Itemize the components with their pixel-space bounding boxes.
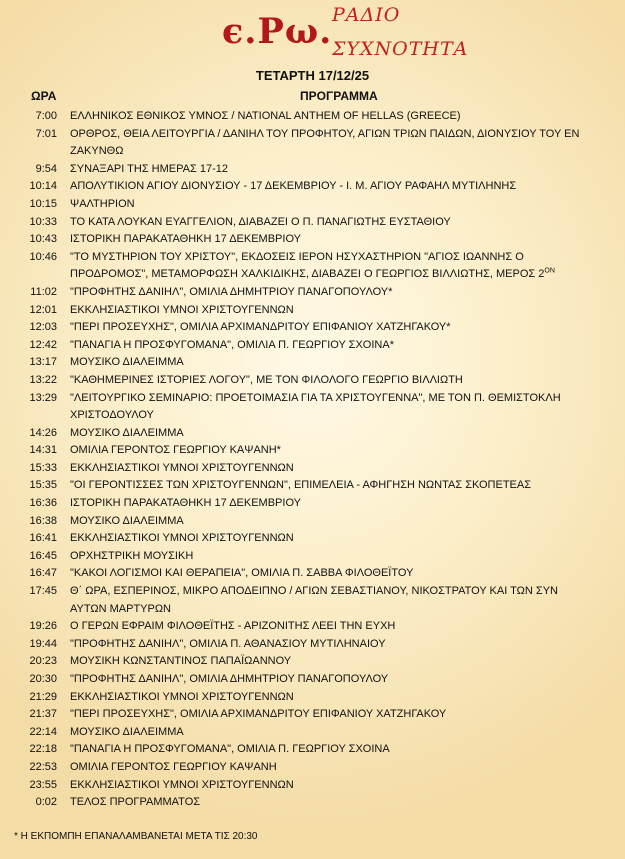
schedule-program-text: ΜΟΥΣΙΚΟ ΔΙΑΛΕΙΜΜΑ: [70, 356, 184, 369]
schedule-row: [0, 513, 625, 531]
schedule-program-text: ΟΜΙΛΙΑ ΓΕΡΟΝΤΟΣ ΓΕΩΡΓΙΟΥ ΚΑΨΑΝΗ: [70, 760, 277, 773]
schedule-program-text: ΕΚΚΛΗΣΙΑΣΤΙΚΟΙ ΥΜΝΟΙ ΧΡΙΣΤΟΥΓΕΝΝΩΝ: [70, 303, 294, 316]
schedule-time: 7:00: [35, 110, 57, 122]
schedule-row: [0, 759, 625, 777]
schedule-time: 15:33: [29, 461, 57, 474]
schedule-row: [0, 354, 625, 372]
schedule-row: [0, 636, 625, 654]
schedule-list: [0, 108, 625, 812]
schedule-program: [70, 759, 588, 777]
schedule-program: [70, 583, 588, 618]
station-logo: [222, 4, 469, 66]
schedule-program-text: ΜΟΥΣΙΚΗ ΚΩΝΣΤΑΝΤΙΝΟΣ ΠΑΠΑΪΩΑΝΝΟΥ: [70, 655, 292, 668]
schedule-row: [0, 249, 625, 284]
schedule-time: 10:14: [29, 180, 57, 193]
schedule-program-text: ΕΚΚΛΗΣΙΑΣΤΙΚΟΙ ΥΜΝΟΙ ΧΡΙΣΤΟΥΓΕΝΝΩΝ: [70, 778, 294, 791]
schedule-row: [0, 161, 625, 179]
schedule-program: [70, 178, 588, 196]
logo-radio-text: ΡΑΔΙΟ: [332, 4, 401, 26]
schedule-row: [0, 653, 625, 671]
schedule-program: [70, 706, 588, 724]
schedule-program: [70, 354, 588, 372]
schedule-program: [70, 636, 588, 654]
schedule-row: [0, 583, 625, 618]
schedule-program: [70, 319, 588, 337]
schedule-row: [0, 302, 625, 320]
schedule-row: [0, 108, 625, 126]
schedule-time: 0:02: [35, 796, 57, 809]
schedule-row: [0, 530, 625, 548]
schedule-row: [0, 671, 625, 689]
schedule-program: [70, 530, 588, 548]
schedule-row: [0, 618, 625, 636]
schedule-time: 16:45: [29, 549, 57, 562]
schedule-program: [70, 477, 588, 495]
schedule-program-text: "ΠΕΡΙ ΠΡΟΣΕΥΧΗΣ", ΟΜΙΛΙΑ ΑΡΧΙΜΑΝΔΡΙΤΟΥ ΕΠΙΦΑΝΙΟΥ ΧΑΤΖΗΓΑΚΟΥ: [70, 708, 447, 721]
schedule-program-text: ΨΑΛΤΗΡΙΟΝ: [70, 197, 135, 210]
time-column-header: ΩΡΑ: [31, 89, 57, 103]
schedule-row: [0, 319, 625, 337]
schedule-time: 19:44: [29, 637, 57, 650]
schedule-row: [0, 706, 625, 724]
schedule-row: [0, 425, 625, 443]
schedule-time: 16:36: [29, 497, 57, 510]
schedule-program-text: Ο ΓΕΡΩΝ ΕΦΡΑΙΜ ΦΙΛΟΘΕΪΤΗΣ - ΑΡΙΖΟΝΙΤΗΣ ΛΕΕΙ ΤΗΝ ΕΥΧΗ: [70, 620, 396, 633]
schedule-program-text: ΜΟΥΣΙΚΟ ΔΙΑΛΕΙΜΜΑ: [70, 426, 184, 439]
schedule-time: 22:14: [29, 725, 57, 738]
schedule-program-text: ΕΚΚΛΗΣΙΑΣΤΙΚΟΙ ΥΜΝΟΙ ΧΡΙΣΤΟΥΓΕΝΝΩΝ: [70, 461, 294, 474]
schedule-program-text: "ΠΑΝΑΓΙΑ Η ΠΡΟΣΦΥΓΟΜΑΝΑ", ΟΜΙΛΙΑ Π. ΓΕΩΡΓΙΟΥ ΣΧΟΙΝΑ*: [70, 338, 394, 351]
schedule-time: 12:01: [29, 303, 57, 316]
program-column-header: ΠΡΟΓΡΑΜΜΑ: [300, 89, 378, 103]
schedule-row: [0, 196, 625, 214]
schedule-program-text: "ΟΙ ΓΕΡΟΝΤΙΣΣΕΣ ΤΩΝ ΧΡΙΣΤΟΥΓΕΝΝΩΝ", ΕΠΙΜΕΛΕΙΑ - ΑΦΗΓΗΣΗ ΝΩΝΤΑΣ ΣΚΟΠΕΤΕΑΣ: [70, 479, 532, 492]
schedule-time: 13:29: [29, 391, 57, 404]
schedule-program-text: ΑΠΟΛΥΤΙΚΙΟΝ ΑΓΙΟΥ ΔΙΟΝΥΣΙΟΥ - 17 ΔΕΚΕΜΒΡΙΟΥ - Ι. Μ. ΑΓΙΟΥ ΡΑΦΑΗΛ ΜΥΤΙΛΗΝΗΣ: [70, 180, 517, 193]
schedule-program-text: ΕΛΛΗΝΙΚΟΣ ΕΘΝΙΚΟΣ ΥΜΝΟΣ / NATIONAL ANTHEM OF HELLAS (GREECE): [70, 110, 461, 122]
schedule-time: 21:37: [29, 708, 57, 721]
schedule-program: [70, 196, 588, 214]
schedule-time: 16:41: [29, 532, 57, 545]
schedule-row: [0, 442, 625, 460]
schedule-time: 12:42: [29, 338, 57, 351]
schedule-program: [70, 653, 588, 671]
schedule-program-text: "ΠΡΟΦΗΤΗΣ ΔΑΝΙΗΛ", ΟΜΙΛΙΑ ΔΗΜΗΤΡΙΟΥ ΠΑΝΑΓΟΠΟΥΛΟΥ: [70, 673, 389, 685]
schedule-time: 22:53: [29, 760, 57, 773]
schedule-program-text: ΟΡΧΗΣΤΡΙΚΗ ΜΟΥΣΙΚΗ: [70, 549, 194, 562]
schedule-row: [0, 231, 625, 249]
schedule-program-text: "ΚΑΘΗΜΕΡΙΝΕΣ ΙΣΤΟΡΙΕΣ ΛΟΓΟΥ", ΜΕ ΤΟΝ ΦΙΛΟΛΟΓΟ ΓΕΩΡΓΙΟ ΒΙΛΛΙΩΤΗ: [70, 373, 463, 386]
schedule-row: [0, 495, 625, 513]
schedule-program: [70, 548, 588, 566]
schedule-program: [70, 495, 588, 513]
schedule-row: [0, 794, 625, 812]
schedule-program-text: ΟΡΘΡΟΣ, ΘΕΙΑ ΛΕΙΤΟΥΡΓΙΑ / ΔΑΝΙΗΛ ΤΟΥ ΠΡΟΦΗΤΟΥ, ΑΓΙΩΝ ΤΡΙΩΝ ΠΑΙΔΩΝ, ΔΙΟΝΥΣΙΟΥ ΤΟΥ ΕΝ ΖΑΚΥΝΘΩ: [70, 127, 580, 158]
schedule-time: 10:33: [29, 215, 57, 228]
schedule-time: 17:45: [29, 585, 57, 598]
schedule-row: [0, 724, 625, 742]
schedule-row: [0, 178, 625, 196]
schedule-program: [70, 724, 588, 742]
schedule-program-text: ΤΟ ΚΑΤΑ ΛΟΥΚΑΝ ΕΥΑΓΓΕΛΙΟΝ, ΔΙΑΒΑΖΕΙ Ο Π. ΠΑΝΑΓΙΩΤΗΣ ΕΥΣΤΑΘΙΟΥ: [70, 215, 451, 228]
schedule-program-text: Θ΄ ΩΡΑ, ΕΣΠΕΡΙΝΟΣ, ΜΙΚΡΟ ΑΠΟΔΕΙΠΝΟ / ΑΓΙΩΝ ΣΕΒΑΣΤΙΑΝΟΥ, ΝΙΚΟΣΤΡΑΤΟΥ ΚΑΙ ΤΩΝ ΣΥΝ ΑΥΤΩΝ ΜΑΡΤΥΡΩΝ: [70, 585, 558, 615]
schedule-row: [0, 548, 625, 566]
schedule-time: 7:01: [35, 127, 57, 140]
footnote: * Η ΕΚΠΟΜΠΗ ΕΠΑΝΑΛΑΜΒΑΝΕΤΑΙ ΜΕΤΑ ΤΙΣ 20:30: [14, 831, 258, 842]
schedule-program: [70, 108, 588, 126]
schedule-program: [70, 689, 588, 707]
schedule-program-text: "ΚΑΚΟΙ ΛΟΓΙΣΜΟΙ ΚΑΙ ΘΕΡΑΠΕΙΑ", ΟΜΙΛΙΑ Π. ΣΑΒΒΑ ΦΙΛΟΘΕΪΤΟΥ: [70, 567, 414, 580]
schedule-program-text: "ΤΟ ΜΥΣΤΗΡΙΟΝ ΤΟΥ ΧΡΙΣΤΟΥ", ΕΚΔΟΣΕΙΣ ΙΕΡΟΝ ΗΣΥΧΑΣΤΗΡΙΟΝ "ΑΓΙΟΣ ΙΩΑΝΝΗΣ Ο ΠΡΟΔΡΟΜΟΣ", ΜΕΤΑΜΟΡΦΩΣΗ ΧΑΛΚΙΔΙΚΗΣ, ΔΙΑΒΑΖΕΙ Ο ΓΕΩΡΓΙΟΣ ΒΙΛΛΙΩΤΗΣ, ΜΕΡΟΣ 2: [70, 250, 545, 281]
logo-frequency-text: ΣΥΧΝΟΤΗΤΑ: [332, 38, 469, 60]
schedule-program: [70, 249, 588, 284]
schedule-row: [0, 689, 625, 707]
schedule-program: [70, 284, 588, 302]
schedule-program: [70, 302, 588, 320]
schedule-time: 13:22: [29, 373, 57, 386]
schedule-program-text: ΤΕΛΟΣ ΠΡΟΓΡΑΜΜΑΤΟΣ: [70, 796, 201, 809]
schedule-time: 10:46: [29, 250, 57, 263]
schedule-program: [70, 671, 588, 689]
schedule-row: [0, 284, 625, 302]
schedule-time: 20:23: [29, 655, 57, 668]
schedule-time: 22:18: [29, 743, 57, 756]
schedule-program-text: ΟΜΙΛΙΑ ΓΕΡΟΝΤΟΣ ΓΕΩΡΓΙΟΥ ΚΑΨΑΝΗ*: [70, 444, 281, 457]
schedule-time: 15:35: [29, 479, 57, 492]
schedule-program-text: ΕΚΚΛΗΣΙΑΣΤΙΚΟΙ ΥΜΝΟΙ ΧΡΙΣΤΟΥΓΕΝΝΩΝ: [70, 532, 294, 545]
schedule-time: 14:31: [29, 444, 57, 457]
schedule-program: [70, 460, 588, 478]
schedule-program-text: ΜΟΥΣΙΚΟ ΔΙΑΛΕΙΜΜΑ: [70, 514, 184, 527]
schedule-time: 14:26: [29, 426, 57, 439]
schedule-program: [70, 231, 588, 249]
schedule-time: 19:26: [29, 620, 57, 633]
schedule-time: 10:43: [29, 233, 57, 246]
schedule-time: 16:47: [29, 567, 57, 580]
schedule-program: [70, 618, 588, 636]
schedule-program-text: ΙΣΤΟΡΙΚΗ ΠΑΡΑΚΑΤΑΘΗΚΗ 17 ΔΕΚΕΜΒΡΙΟΥ: [70, 233, 301, 246]
schedule-program: [70, 390, 588, 425]
schedule-program-superscript: ΟΝ: [544, 267, 555, 275]
schedule-row: [0, 460, 625, 478]
schedule-row: [0, 337, 625, 355]
schedule-program: [70, 794, 588, 812]
schedule-program: [70, 565, 588, 583]
schedule-time: 10:15: [29, 197, 57, 210]
schedule-program: [70, 425, 588, 443]
schedule-program-text: "ΠΕΡΙ ΠΡΟΣΕΥΧΗΣ", ΟΜΙΛΙΑ ΑΡΧΙΜΑΝΔΡΙΤΟΥ ΕΠΙΦΑΝΙΟΥ ΧΑΤΖΗΓΑΚΟΥ*: [70, 321, 451, 334]
schedule-row: [0, 390, 625, 425]
schedule-row: [0, 777, 625, 795]
schedule-date: ΤΕΤΑΡΤΗ 17/12/25: [255, 68, 370, 83]
schedule-row: [0, 565, 625, 583]
schedule-time: 20:30: [29, 673, 57, 685]
logo-main-text: ϵ.Ρω.: [222, 11, 333, 52]
schedule-program-text: ΜΟΥΣΙΚΟ ΔΙΑΛΕΙΜΜΑ: [70, 725, 184, 738]
schedule-program-text: ΕΚΚΛΗΣΙΑΣΤΙΚΟΙ ΥΜΝΟΙ ΧΡΙΣΤΟΥΓΕΝΝΩΝ: [70, 690, 294, 703]
schedule-row: [0, 372, 625, 390]
schedule-program-text: ΙΣΤΟΡΙΚΗ ΠΑΡΑΚΑΤΑΘΗΚΗ 17 ΔΕΚΕΜΒΡΙΟΥ: [70, 497, 301, 510]
schedule-program: [70, 126, 588, 161]
schedule-time: 13:17: [29, 356, 57, 369]
schedule-program-text: "ΠΑΝΑΓΙΑ Η ΠΡΟΣΦΥΓΟΜΑΝΑ", ΟΜΙΛΙΑ Π. ΓΕΩΡΓΙΟΥ ΣΧΟΙΝΑ: [70, 743, 390, 756]
schedule-program: [70, 741, 588, 759]
schedule-time: 12:03: [29, 321, 57, 334]
schedule-program-text: "ΠΡΟΦΗΤΗΣ ΔΑΝΙΗΛ", ΟΜΙΛΙΑ ΔΗΜΗΤΡΙΟΥ ΠΑΝΑΓΟΠΟΥΛΟΥ*: [70, 285, 393, 298]
schedule-program-text: "ΛΕΙΤΟΥΡΓΙΚΟ ΣΕΜΙΝΑΡΙΟ: ΠΡΟΕΤΟΙΜΑΣΙΑ ΓΙΑ ΤΑ ΧΡΙΣΤΟΥΓΕΝΝΑ", ΜΕ ΤΟΝ Π. ΘΕΜΙΣΤΟΚΛΗ ΧΡΙΣΤΟΔΟΥΛΟΥ: [70, 391, 561, 422]
schedule-program-text: "ΠΡΟΦΗΤΗΣ ΔΑΝΙΗΛ", ΟΜΙΛΙΑ Π. ΑΘΑΝΑΣΙΟΥ ΜΥΤΙΛΗΝΑΙΟΥ: [70, 637, 386, 650]
schedule-program: [70, 214, 588, 232]
schedule-program: [70, 337, 588, 355]
schedule-row: [0, 477, 625, 495]
schedule-row: [0, 741, 625, 759]
schedule-program: [70, 513, 588, 531]
schedule-row: [0, 126, 625, 161]
schedule-program: [70, 777, 588, 795]
schedule-row: [0, 214, 625, 232]
schedule-time: 21:29: [29, 690, 57, 703]
schedule-time: 9:54: [35, 162, 57, 175]
schedule-time: 23:55: [29, 778, 57, 791]
schedule-time: 16:38: [29, 514, 57, 527]
schedule-program: [70, 161, 588, 179]
schedule-program: [70, 372, 588, 390]
schedule-program: [70, 442, 588, 460]
schedule-program-text: ΣΥΝΑΞΑΡΙ ΤΗΣ ΗΜΕΡΑΣ 17-12: [70, 162, 228, 175]
schedule-time: 11:02: [30, 285, 57, 298]
